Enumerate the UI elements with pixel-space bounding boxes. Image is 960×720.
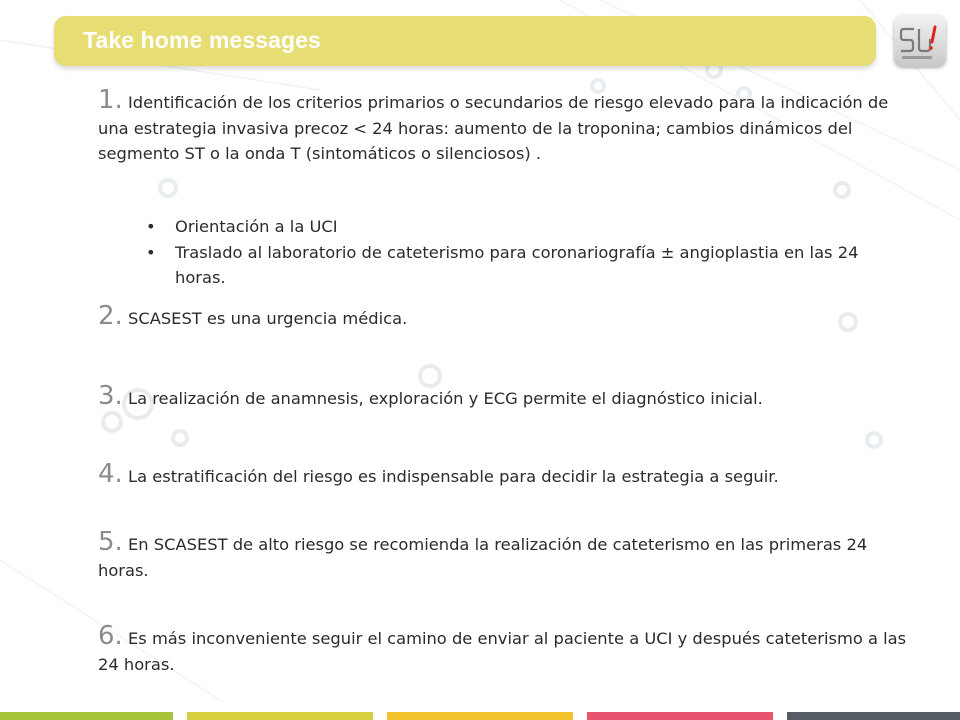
message-1-bullet-list bbox=[126, 214, 906, 291]
page-title: Take home messages bbox=[83, 27, 321, 53]
message-number: 3. bbox=[98, 381, 123, 411]
message-number: 1. bbox=[98, 85, 123, 115]
stripe-yellow bbox=[387, 712, 573, 720]
message-text: SCASEST es una urgencia médica. bbox=[128, 309, 408, 328]
message-text: La estratificación del riesgo es indispensable para decidir la estrategia a seguir. bbox=[128, 467, 779, 486]
message-number: 2. bbox=[98, 301, 123, 331]
message-text: Identificación de los criterios primarios o secundarios de riesgo elevado para la indicación de una estrategia invasiva precoz < 24 horas: aumento de la troponina; cambios dinámicos del segmento ST o la onda T (sintomáticos o silenciosos) . bbox=[98, 93, 889, 163]
stripe-gray bbox=[787, 712, 960, 720]
bottom-color-stripes bbox=[0, 712, 960, 720]
message-number: 6. bbox=[98, 621, 123, 651]
bullet-text: Orientación a la UCI bbox=[175, 217, 338, 236]
message-number: 4. bbox=[98, 459, 123, 489]
message-3 bbox=[98, 381, 916, 412]
message-2 bbox=[98, 301, 916, 332]
message-text: Es más inconveniente seguir el camino de enviar al paciente a UCI y después cateterismo a las 24 horas. bbox=[98, 629, 907, 674]
message-number: 5. bbox=[98, 527, 123, 557]
list-item bbox=[126, 240, 906, 291]
stripe-olive bbox=[187, 712, 373, 720]
bullet-icon: • bbox=[146, 242, 156, 262]
message-4 bbox=[98, 459, 916, 490]
message-5 bbox=[98, 527, 916, 583]
list-item bbox=[126, 214, 906, 240]
stripe-pink bbox=[587, 712, 773, 720]
message-text: La realización de anamnesis, exploración y ECG permite el diagnóstico inicial. bbox=[128, 389, 763, 408]
bullet-icon: • bbox=[146, 217, 156, 236]
message-text: En SCASEST de alto riesgo se recomienda la realización de cateterismo en las primeras 24 horas. bbox=[98, 535, 868, 580]
bullet-text: Traslado al laboratorio de cateterismo para coronariografía ± angioplastia en las 24 horas. bbox=[175, 242, 859, 287]
message-1 bbox=[98, 85, 916, 167]
message-6 bbox=[98, 621, 916, 677]
su-logo-icon bbox=[894, 15, 946, 67]
stripe-green bbox=[0, 712, 173, 720]
